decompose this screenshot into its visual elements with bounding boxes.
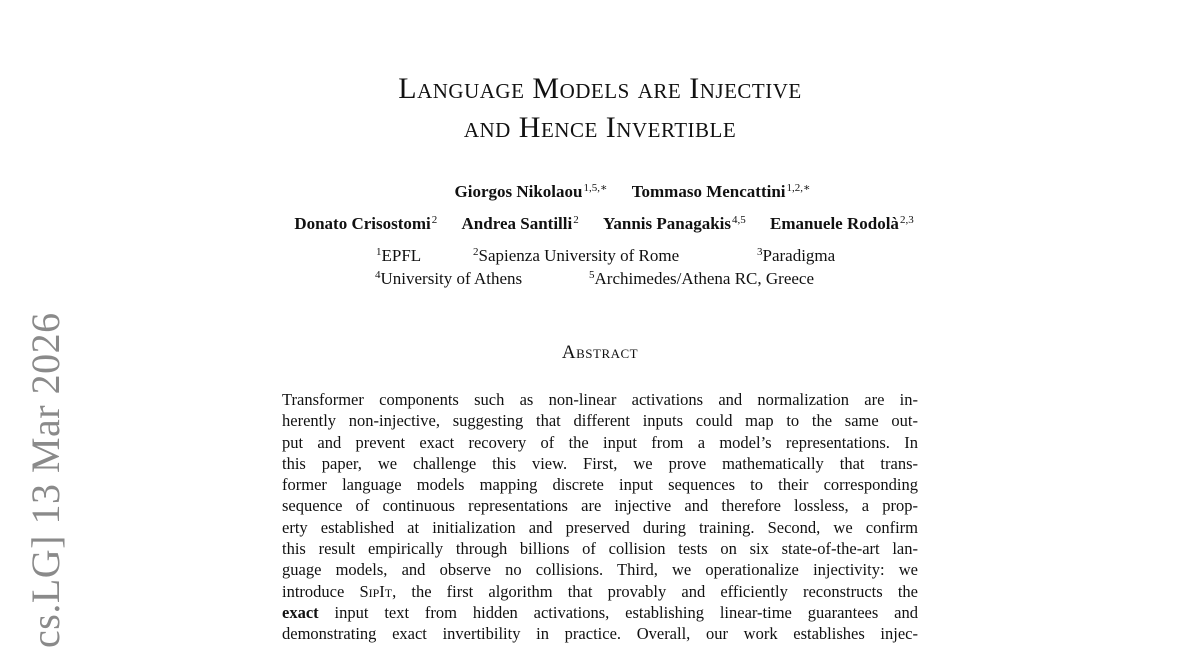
abstract-body [282, 389, 918, 645]
author-name: Tommaso Mencattini$^{1,2,∗}$ [631, 182, 811, 201]
abstract-text: input text from hidden activations, establishing linear-time guarantees and [318, 602, 918, 622]
authors-row-1 [0, 177, 1200, 203]
affiliation: $^3$Paradigma [757, 246, 836, 265]
abstract-line: this paper, we challenge this view. First, we prove mathematically that trans- [282, 453, 918, 473]
abstract-line: guage models, and observe no collisions. Third, we operationalize injectivity: we [282, 560, 918, 580]
algorithm-name: SipIt [359, 581, 393, 601]
abstract-line: Transformer components such as non-linear activations and normalization are in- [282, 390, 918, 409]
abstract-line: former language models mapping discrete input sequences to their corresponding [282, 475, 918, 495]
abstract-line [282, 581, 918, 602]
abstract-text: , the first algorithm that provably and efficiently reconstructs the [392, 581, 918, 601]
paper-title-line-1: Language Models are Injective [398, 72, 802, 105]
arxiv-stamp: cs.LG] 13 Mar 2026 [23, 312, 68, 648]
abstract-line: sequence of continuous representations are injective and therefore lossless, a prop- [282, 496, 918, 516]
author-name: Andrea Santilli$^2$ [461, 214, 579, 233]
paper-title-line-2: and Hence Invertible [463, 111, 737, 144]
abstract-line: put and prevent exact recovery of the input from a model’s representations. In [282, 432, 918, 452]
abstract-line: herently non-injective, suggesting that different inputs could map to the same out- [282, 411, 918, 431]
author-name: Yannis Panagakis$^{4,5}$ [602, 214, 746, 233]
affiliation: $^2$Sapienza University of Rome [473, 246, 680, 265]
affiliation: $^5$Archimedes/Athena RC, Greece [589, 269, 814, 288]
abstract-line: demonstrating exact invertibility in practice. Overall, our work establishes injec- [282, 624, 918, 644]
abstract-line: this result empirically through billions of collision tests on six state-of-the-art lan- [282, 539, 918, 559]
abstract-heading: Abstract [561, 342, 639, 363]
abstract-line [282, 602, 918, 623]
author-name: Donato Crisostomi$^2$ [294, 214, 438, 233]
affiliation: $^1$EPFL [376, 246, 422, 265]
author-name: Giorgos Nikolaou$^{1,5,∗}$ [454, 182, 608, 201]
emphasis-exact: exact [282, 602, 319, 622]
abstract-line: erty established at initialization and preserved during training. Second, we confirm [282, 517, 918, 537]
author-name: Emanuele Rodolà$^{2,3}$ [770, 214, 914, 233]
affiliation: $^4$University of Athens [375, 269, 523, 288]
abstract-text: introduce [282, 581, 360, 601]
authors-row-2 [0, 209, 1200, 235]
